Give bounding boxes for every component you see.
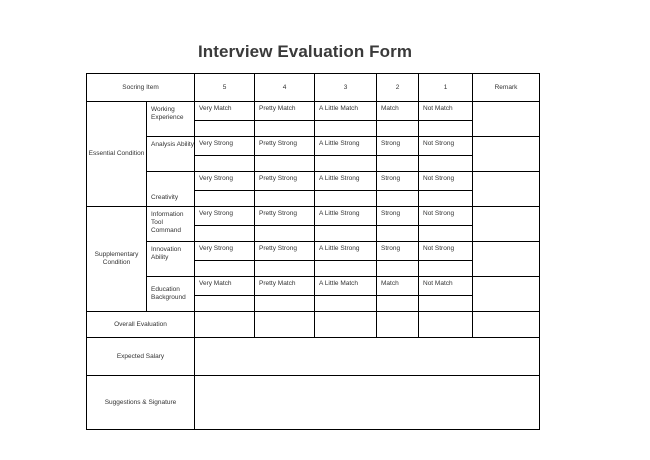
rating-cell[interactable]: Pretty Strong: [255, 172, 315, 191]
score-input-cell[interactable]: [255, 156, 315, 172]
score-input-cell[interactable]: [377, 226, 419, 242]
score-1-header: 1: [419, 74, 473, 102]
score-input-cell[interactable]: [195, 261, 255, 277]
rating-cell[interactable]: Strong: [377, 207, 419, 226]
remark-cell[interactable]: [473, 242, 540, 277]
rating-cell[interactable]: Very Strong: [195, 242, 255, 261]
rating-cell[interactable]: A Little Strong: [315, 172, 377, 191]
overall-evaluation-label: Overall Evaluation: [87, 312, 195, 338]
score-input-cell[interactable]: [255, 261, 315, 277]
criterion-row: [87, 102, 540, 121]
score-input-cell[interactable]: [315, 261, 377, 277]
score-input-cell[interactable]: [255, 121, 315, 137]
criterion-analysis-ability: Analysis Ability: [147, 137, 195, 172]
rating-cell[interactable]: Not Strong: [419, 242, 473, 261]
criterion-row: [87, 172, 540, 191]
score-input-cell[interactable]: [315, 156, 377, 172]
rating-cell[interactable]: Very Strong: [195, 207, 255, 226]
score-5-header: 5: [195, 74, 255, 102]
criterion-creativity: Creativity: [147, 172, 195, 207]
score-input-cell[interactable]: [195, 226, 255, 242]
score-input-cell[interactable]: [255, 191, 315, 207]
score-4-header: 4: [255, 74, 315, 102]
overall-cell[interactable]: [195, 312, 255, 338]
score-input-cell[interactable]: [195, 191, 255, 207]
remark-header: Remark: [473, 74, 540, 102]
score-input-cell[interactable]: [419, 226, 473, 242]
score-input-cell[interactable]: [419, 156, 473, 172]
score-3-header: 3: [315, 74, 377, 102]
suggestions-signature-label: Suggestions & Signature: [87, 376, 195, 430]
criterion-education-background: Education Background: [147, 277, 195, 312]
scoring-item-header: Socring Item: [87, 74, 195, 102]
remark-cell[interactable]: [473, 137, 540, 172]
rating-cell[interactable]: A Little Match: [315, 277, 377, 296]
rating-cell[interactable]: Strong: [377, 242, 419, 261]
score-input-cell[interactable]: [377, 156, 419, 172]
score-input-cell[interactable]: [255, 226, 315, 242]
rating-cell[interactable]: Strong: [377, 137, 419, 156]
criterion-row: [87, 137, 540, 156]
rating-cell[interactable]: Not Match: [419, 277, 473, 296]
score-input-cell[interactable]: [315, 191, 377, 207]
rating-cell[interactable]: Very Match: [195, 102, 255, 121]
rating-cell[interactable]: Strong: [377, 172, 419, 191]
score-2-header: 2: [377, 74, 419, 102]
rating-cell[interactable]: A Little Match: [315, 102, 377, 121]
suggestions-row: [87, 376, 540, 430]
header-row: [87, 74, 540, 102]
score-input-cell[interactable]: [419, 191, 473, 207]
rating-cell[interactable]: Very Strong: [195, 172, 255, 191]
score-input-cell[interactable]: [377, 191, 419, 207]
rating-cell[interactable]: Very Strong: [195, 137, 255, 156]
criterion-working-experience: Working Experience: [147, 102, 195, 137]
remark-cell[interactable]: [473, 172, 540, 207]
rating-cell[interactable]: Not Strong: [419, 172, 473, 191]
overall-cell[interactable]: [315, 312, 377, 338]
rating-cell[interactable]: Not Strong: [419, 207, 473, 226]
overall-cell[interactable]: [255, 312, 315, 338]
rating-cell[interactable]: Pretty Strong: [255, 207, 315, 226]
rating-cell[interactable]: A Little Strong: [315, 137, 377, 156]
remark-cell[interactable]: [473, 207, 540, 242]
score-input-cell[interactable]: [377, 261, 419, 277]
score-input-cell[interactable]: [255, 296, 315, 312]
overall-cell[interactable]: [377, 312, 419, 338]
score-input-cell[interactable]: [195, 156, 255, 172]
expected-salary-field[interactable]: [195, 338, 540, 376]
overall-cell[interactable]: [419, 312, 473, 338]
rating-cell[interactable]: Pretty Match: [255, 102, 315, 121]
criterion-innovation-ability: Innovation Ability: [147, 242, 195, 277]
score-input-cell[interactable]: [315, 296, 377, 312]
score-input-cell[interactable]: [419, 296, 473, 312]
criterion-row: [87, 277, 540, 296]
rating-cell[interactable]: A Little Strong: [315, 207, 377, 226]
score-input-cell[interactable]: [377, 296, 419, 312]
rating-cell[interactable]: Not Match: [419, 102, 473, 121]
rating-cell[interactable]: Very Match: [195, 277, 255, 296]
score-input-cell[interactable]: [315, 121, 377, 137]
rating-cell[interactable]: Not Strong: [419, 137, 473, 156]
group-supplementary-condition: Supplementary Condition: [87, 207, 147, 312]
remark-cell[interactable]: [473, 277, 540, 312]
score-input-cell[interactable]: [195, 121, 255, 137]
rating-cell[interactable]: Pretty Strong: [255, 242, 315, 261]
score-input-cell[interactable]: [419, 121, 473, 137]
overall-cell[interactable]: [473, 312, 540, 338]
score-input-cell[interactable]: [419, 261, 473, 277]
rating-cell[interactable]: Pretty Match: [255, 277, 315, 296]
overall-row: [87, 312, 540, 338]
suggestions-signature-field[interactable]: [195, 376, 540, 430]
criterion-information-tool-command: Information Tool Command: [147, 207, 195, 242]
evaluation-table: [86, 73, 540, 430]
criterion-row: [87, 207, 540, 226]
rating-cell[interactable]: Match: [377, 277, 419, 296]
group-essential-condition: Essential Condition: [87, 102, 147, 207]
score-input-cell[interactable]: [195, 296, 255, 312]
criterion-row: [87, 242, 540, 261]
rating-cell[interactable]: Match: [377, 102, 419, 121]
rating-cell[interactable]: Pretty Strong: [255, 137, 315, 156]
salary-row: [87, 338, 540, 376]
remark-cell[interactable]: [473, 102, 540, 137]
score-input-cell[interactable]: [377, 121, 419, 137]
score-input-cell[interactable]: [315, 226, 377, 242]
expected-salary-label: Expected Salary: [87, 338, 195, 376]
page-title: Interview Evaluation Form: [197, 42, 413, 61]
rating-cell[interactable]: A Little Strong: [315, 242, 377, 261]
